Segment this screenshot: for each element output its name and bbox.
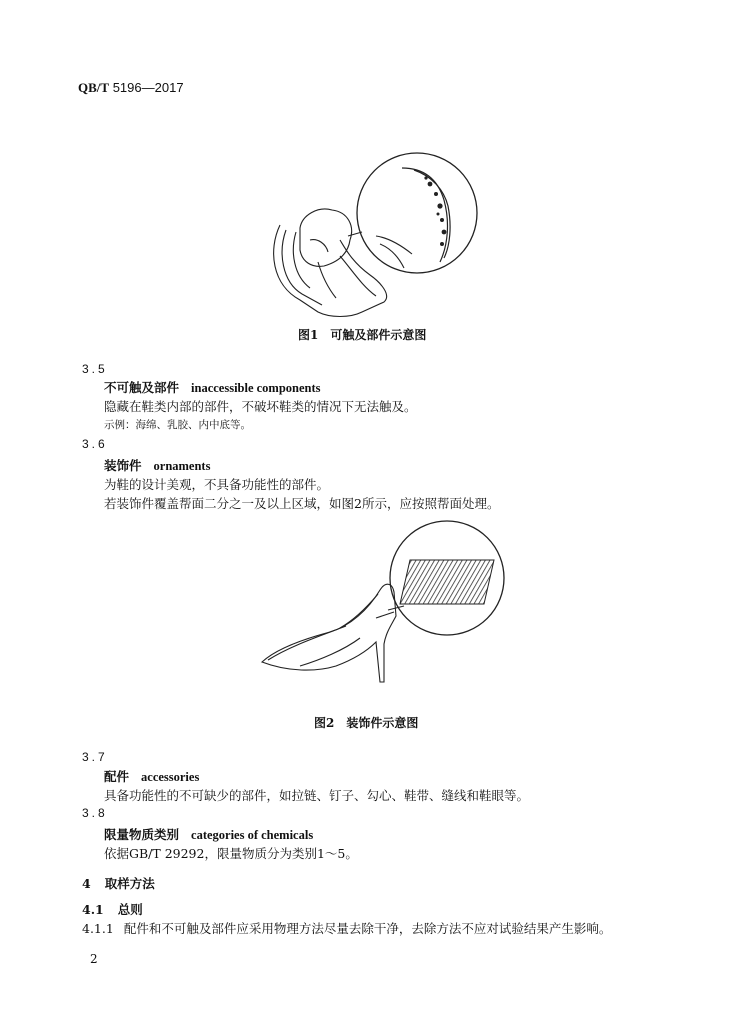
clause-3-8-term (104, 825, 313, 843)
term-en: inaccessible components (191, 381, 321, 395)
clause-3-6-term (104, 456, 210, 474)
term-en: categories of chemicals (191, 828, 314, 842)
standard-prefix: QB/T (78, 80, 110, 95)
section-number: 4.1 (82, 902, 104, 917)
clause-3-5-note: 示例：海绵、乳胶、内中底等。 (104, 419, 251, 431)
term-en: accessories (141, 770, 200, 784)
clause-3-8-definition: 依据GB/T 29292，限量物质分为类别1～5。 (104, 846, 358, 861)
clause-3-5-number: 3.5 (82, 362, 108, 376)
clause-3-5-definition: 隐藏在鞋类内部的部件，不破坏鞋类的情况下无法触及。 (104, 399, 417, 414)
figure1-illustration (0, 0, 734, 330)
figure1-caption: 图1 可触及部件示意图 (298, 328, 427, 342)
section-4-1-heading (82, 900, 143, 918)
section-4-1-1 (82, 919, 611, 937)
clause-3-7-term (104, 767, 199, 785)
section-title: 取样方法 (104, 876, 155, 891)
section-title: 总则 (117, 902, 143, 917)
term-en: ornaments (153, 459, 211, 473)
section-number: 4 (82, 876, 91, 891)
clause-3-6-number: 3.6 (82, 437, 108, 451)
clause-3-7-definition: 具备功能性的不可缺少的部件，如拉链、钉子、勾心、鞋带、缝线和鞋眼等。 (104, 788, 530, 803)
term-zh: 装饰件 (104, 458, 142, 473)
page-number: 2 (90, 952, 98, 966)
term-zh: 不可触及部件 (104, 380, 180, 395)
section-text: 配件和不可触及部件应采用物理方法尽量去除干净，去除方法不应对试验结果产生影响。 (123, 921, 612, 936)
figure2-caption: 图2 装饰件示意图 (314, 716, 419, 730)
term-zh: 配件 (104, 769, 130, 784)
clause-3-6-definition: 为鞋的设计美观，不具备功能性的部件。 (104, 477, 330, 492)
section-number: 4.1.1 (82, 921, 114, 936)
section-4-heading (82, 874, 155, 892)
term-zh: 限量物质类别 (104, 827, 180, 842)
standard-number: 5196—2017 (112, 80, 184, 95)
clause-3-5-term (104, 378, 321, 396)
clause-3-6-definition-2: 若装饰件覆盖帮面二分之一及以上区域，如图2所示，应按照帮面处理。 (104, 496, 500, 511)
figure2-illustration (0, 520, 734, 720)
clause-3-8-number: 3.8 (82, 806, 108, 820)
clause-3-7-number: 3.7 (82, 750, 108, 764)
